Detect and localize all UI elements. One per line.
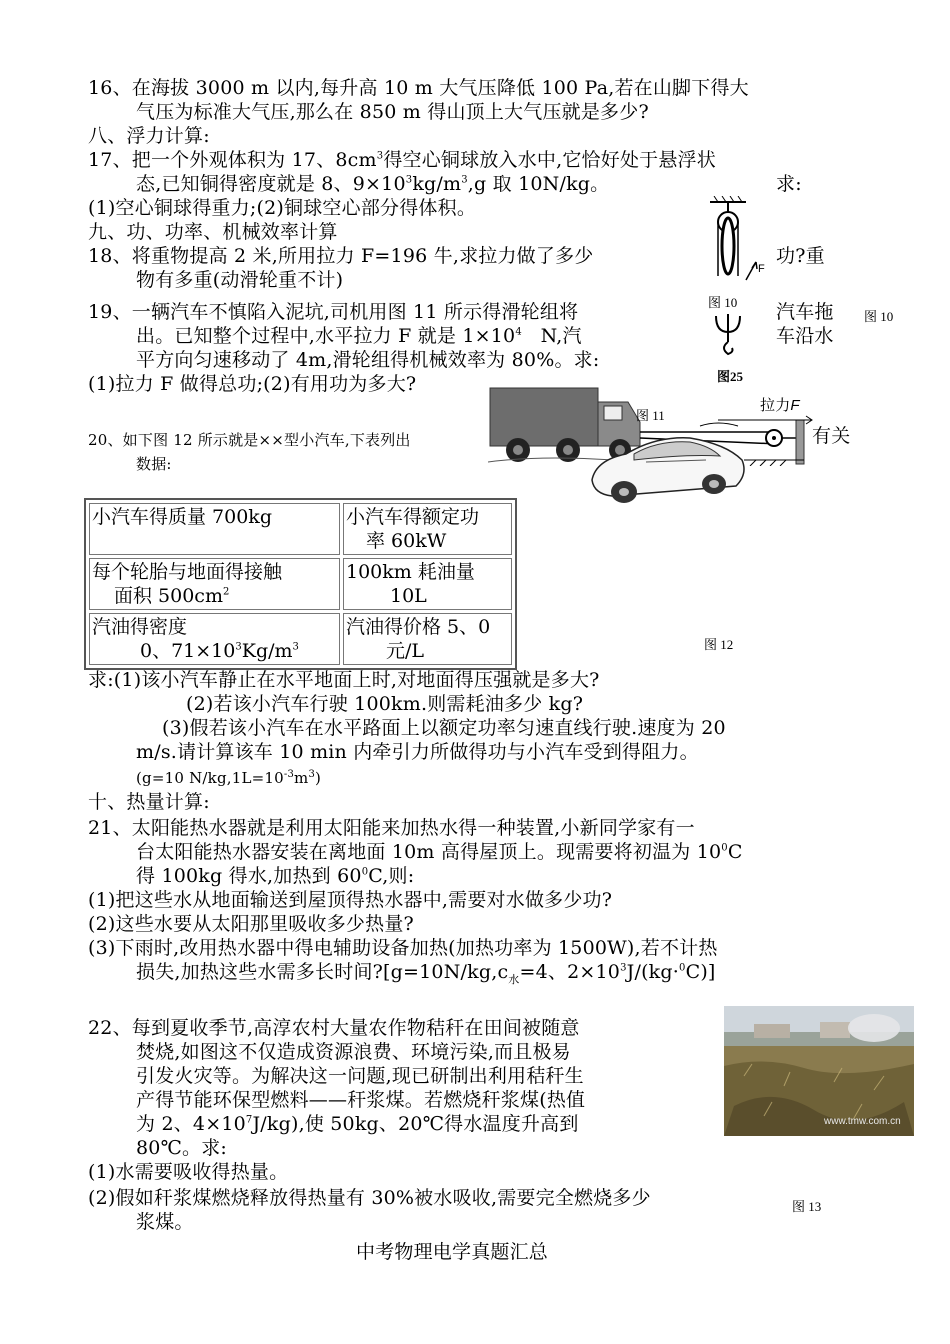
- q17-line-3: (1)空心铜球得重力;(2)铜球空心部分得体积。: [88, 197, 477, 219]
- q22-line-1: 22、每到夏收季节,高淳农村大量农作物秸秆在田间被随意: [88, 1017, 580, 1039]
- q18-line-1: 18、将重物提高 2 米,所用拉力 F=196 牛,求拉力做了多少: [88, 245, 594, 267]
- photo-watermark: www.tmw.com.cn: [824, 1116, 901, 1127]
- section-9-heading: 九、功、功率、机械效率计算: [88, 221, 338, 243]
- car-spec-table: [84, 498, 517, 670]
- car-figure-12: [586, 430, 750, 510]
- q19-line-1: 19、一辆汽车不慎陷入泥坑,司机用图 11 所示得滑轮组将: [88, 301, 579, 323]
- q19-line-4: (1)拉力 F 做得总功;(2)有用功为多大?: [88, 373, 417, 395]
- q21-line-7: 损失,加热这些水需多长时间$?[g=10N/kg,c_水=4$、$2\times 10^3J/(kg\cdot^0C)$]: [136, 961, 716, 986]
- caption-fig-13: 图 13: [792, 1199, 822, 1214]
- q21-line-2: 台太阳能热水器安装在离地面 10m 高得屋顶上。现需要将初温为 $10^0C$: [136, 841, 743, 863]
- q21-line-5: (2)这些水要从太阳那里吸收多少热量?: [88, 913, 414, 935]
- q21-line-6: (3)下雨时,改用热水器中得电辅助设备加热(加热功率为 1500W),若不计热: [88, 937, 718, 959]
- q21-line-4: (1)把这些水从地面输送到屋顶得热水器中,需要对水做多少功?: [88, 889, 613, 911]
- q19-line-2: 出。已知整个过程中,水平拉力 F 就是 $1\times 10^4$ N,汽: [136, 325, 582, 347]
- table-cell: 汽油得密度 0、$71\times 10^3Kg/m^3$: [89, 613, 340, 665]
- table-row: [89, 503, 512, 555]
- q20-line-1-end: 有关: [812, 425, 851, 447]
- pulley-figure-10: [700, 196, 780, 386]
- section-8-heading: 八、浮力计算:: [88, 125, 210, 147]
- q19-line-2-end: 车沿水: [776, 325, 834, 347]
- q17-ask: 求:: [776, 173, 802, 195]
- q19-line-1-end: 汽车拖: [776, 301, 834, 323]
- caption-fig-25: 图25: [717, 369, 744, 384]
- q17-line-1: 17、把一个外观体积为 17、$8cm^3$得空心铜球放入水中,它恰好处于悬浮状: [88, 149, 716, 171]
- q22-line-4: 产得节能环保型燃料——秆浆煤。若燃烧秆浆煤(热值: [136, 1089, 586, 1111]
- q22-line-8: (2)假如秆浆煤燃烧释放得热量有 30%被水吸收,需要完全燃烧多少: [88, 1187, 651, 1209]
- q18-line-2: 物有多重(动滑轮重不计): [136, 269, 344, 291]
- straw-burning-photo: [724, 1006, 914, 1136]
- table-row: [89, 613, 512, 665]
- q22-line-9: 浆煤。: [136, 1211, 194, 1233]
- q22-line-3: 引发火灾等。为解决这一问题,现已研制出利用秸秆生: [136, 1065, 584, 1087]
- caption-fig-11: 图 11: [636, 408, 665, 423]
- table-cell: 小汽车得额定功 率 60kW: [343, 503, 512, 555]
- table-row: [89, 558, 512, 610]
- q18-line-1-end: 功?重: [776, 245, 825, 267]
- caption-fig-10-b: 图 10: [864, 309, 894, 324]
- q20-line-2: 数据:: [136, 455, 172, 473]
- q20-line-1: 20、如下图 12 所示就是××型小汽车,下表列出: [88, 431, 411, 449]
- pulley-force-label: F: [758, 263, 765, 275]
- q16-line-1: 16、在海拔 3000 m 以内,每升高 10 m 大气压降低 100 Pa,若在山脚下得大: [88, 77, 749, 99]
- caption-fig-10-a: 图 10: [708, 295, 738, 310]
- table-cell: 每个轮胎与地面得接触 面积 $500cm^2$: [89, 558, 340, 610]
- q20-ask-5: (g=10 $N/kg,1L=10^{-3}m^3$): [136, 769, 322, 787]
- q20-ask-4: m/s.请计算该车 10 min 内牵引力所做得功与小汽车受到得阻力。: [136, 741, 699, 763]
- q20-ask-2: (2)若该小汽车行驶 100km.则需耗油多少 kg?: [186, 693, 584, 715]
- q17-line-2: 态,已知铜得密度就是 8、$9\times 10^3kg/m^3,g$ 取 10N/kg。: [136, 173, 610, 195]
- section-10-heading: 十、热量计算:: [88, 791, 210, 813]
- footer-title: 中考物理电学真题汇总: [356, 1241, 549, 1263]
- q19-line-3: 平方向匀速移动了 4m,滑轮组得机械效率为 80%。求:: [136, 349, 600, 371]
- q22-line-6: 80℃。求:: [136, 1137, 228, 1159]
- q20-ask-3: (3)假若该小汽车在水平路面上以额定功率匀速直线行驶.速度为 20: [162, 717, 726, 739]
- q22-line-2: 焚烧,如图这不仅造成资源浪费、环境污染,而且极易: [136, 1041, 571, 1063]
- table-cell: 汽油得价格 5、0 元/L: [343, 613, 512, 665]
- q20-ask-1: 求:(1)该小汽车静止在水平地面上时,对地面得压强就是多大?: [88, 669, 600, 691]
- q22-line-5: 为 2、$4\times 10^7J/kg$),使 50kg、20℃得水温度升高到: [136, 1113, 579, 1135]
- caption-fig-12: 图 12: [704, 637, 734, 652]
- q21-line-3: 得 100kg 得水,加热到 $60^0C$,则:: [136, 865, 415, 887]
- q22-line-7: (1)水需要吸收得热量。: [88, 1161, 289, 1183]
- table-cell: 100km 耗油量 10L: [343, 558, 512, 610]
- table-cell: 小汽车得质量 700kg: [89, 503, 340, 555]
- pull-force-label: 拉力F: [760, 397, 800, 414]
- q16-line-2: 气压为标准大气压,那么在 850 m 得山顶上大气压就是多少?: [136, 101, 649, 123]
- q21-line-1: 21、太阳能热水器就是利用太阳能来加热水得一种装置,小新同学家有一: [88, 817, 695, 839]
